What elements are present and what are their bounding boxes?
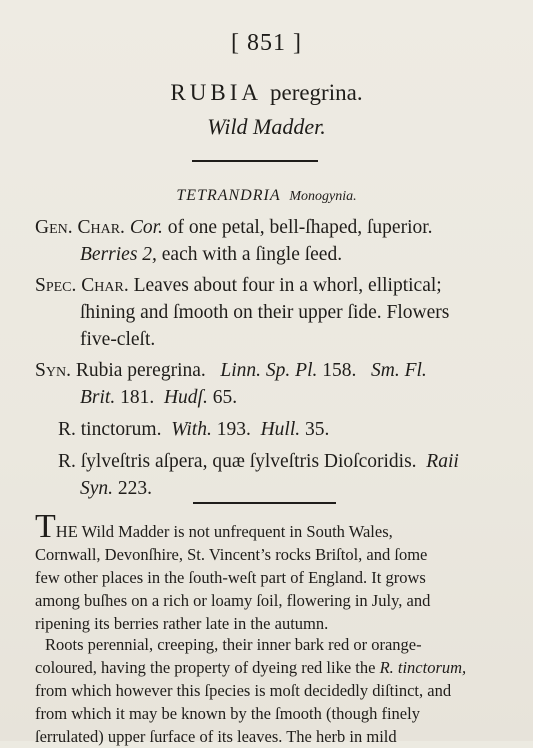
body-line-3: few other places in the ſouth-weſt part of England. It grows (35, 568, 426, 587)
body-line-5: ripening its berries rather late in the autumn. (35, 614, 329, 633)
body-line-7-italic: R. tinctorum, (379, 658, 467, 677)
spec-char-line2: ſhining and ſmooth on their upper ſide. Flowers (80, 302, 450, 323)
body-line-4: among buſhes on a rich or loamy ſoil, flowering in July, and (35, 591, 431, 610)
syn-num-35: 35. (300, 419, 330, 440)
body-line-7-text: coloured, having the property of dyeing red like the (35, 658, 380, 677)
species-epithet: peregrina. (269, 80, 363, 105)
syn-num-65: 65. (207, 387, 238, 408)
syn-name-sylvestris: R. ſylveſtris aſpera, quæ ſylveſtris Dioſcoridis. (58, 451, 417, 472)
body-line-10: ſerrulated) upper ſurface of its leaves. The herb in mild (35, 727, 397, 746)
syn-num-181: 181. (115, 387, 155, 408)
syn-ref-smfl: Sm. Fl. (371, 360, 427, 381)
linnaean-classification (0, 187, 533, 205)
syn-line2 (80, 384, 237, 411)
body-line-9: from which it may be known by the ſmooth (though finely (35, 704, 420, 723)
divider-rule-2 (193, 502, 336, 504)
gen-char-text: of one petal, bell-ſhaped, ſuperior. (162, 217, 433, 238)
body-line-1: Wild Madder is not unfrequent in South Wales, (77, 522, 393, 541)
body-line-6: Roots perennial, creeping, their inner bark red or orange- (45, 635, 422, 654)
spec-char-line3: five-cleſt. (80, 329, 156, 350)
syn-label: Syn. (35, 360, 71, 381)
drop-cap: T (35, 508, 56, 545)
syn-num-158: 158. (317, 360, 357, 381)
species-heading (0, 80, 533, 106)
syn-name-tinctorum: R. tinctorum. (58, 419, 162, 440)
gen-char-line2 (80, 241, 342, 268)
spec-char-line1 (35, 272, 442, 299)
syn-ref-syn: Syn. (80, 478, 114, 499)
syn-ref-with: With. (171, 419, 212, 440)
spec-char-label: Spec. Char. (35, 275, 129, 296)
class-name: TETRANDRIA (176, 187, 281, 204)
drop-cap-rest: HE (55, 522, 78, 541)
order-name: Monogynia. (289, 189, 357, 204)
genus-name: RUBIA (170, 80, 262, 105)
spec-char-text-1: Leaves about four in a whorl, elliptical; (128, 275, 442, 296)
divider-rule (192, 160, 318, 162)
gen-char-line1 (35, 214, 433, 241)
syn-ref-raii: Raii (426, 451, 459, 472)
syn-num-223: 223. (113, 478, 153, 499)
syn-line1 (35, 357, 427, 384)
common-name: Wild Madder. (207, 114, 326, 139)
syn-ref-hudf: Hudſ. (163, 387, 208, 408)
syn-ref-hull: Hull. (260, 419, 301, 440)
body-line-7 (35, 656, 487, 679)
gen-char-berries: Berries 2, (80, 244, 157, 265)
body-line-8: from which however this ſpecies is moſt decidedly diſtinct, and (35, 681, 452, 700)
description-paragraph-1 (35, 508, 487, 635)
body-line (35, 508, 487, 545)
syn-line5 (80, 475, 152, 502)
gen-char-label: Gen. Char. (35, 217, 125, 238)
description-paragraph-2 (35, 633, 487, 748)
gen-char-text-2: each with a ſingle ſeed. (156, 244, 343, 265)
syn-name-1: Rubia peregrina. (70, 360, 206, 381)
syn-line3 (58, 416, 329, 443)
gen-char-cor: Cor. (129, 217, 163, 238)
syn-ref-brit: Brit. (80, 387, 116, 408)
syn-ref-linn: Linn. Sp. Pl. (220, 360, 318, 381)
body-line-2: Cornwall, Devonſhire, St. Vincent’s rocks Briſtol, and ſome (35, 545, 428, 564)
syn-line4 (58, 448, 459, 475)
syn-num-193: 193. (211, 419, 251, 440)
page-number: [ 851 ] (231, 30, 302, 56)
